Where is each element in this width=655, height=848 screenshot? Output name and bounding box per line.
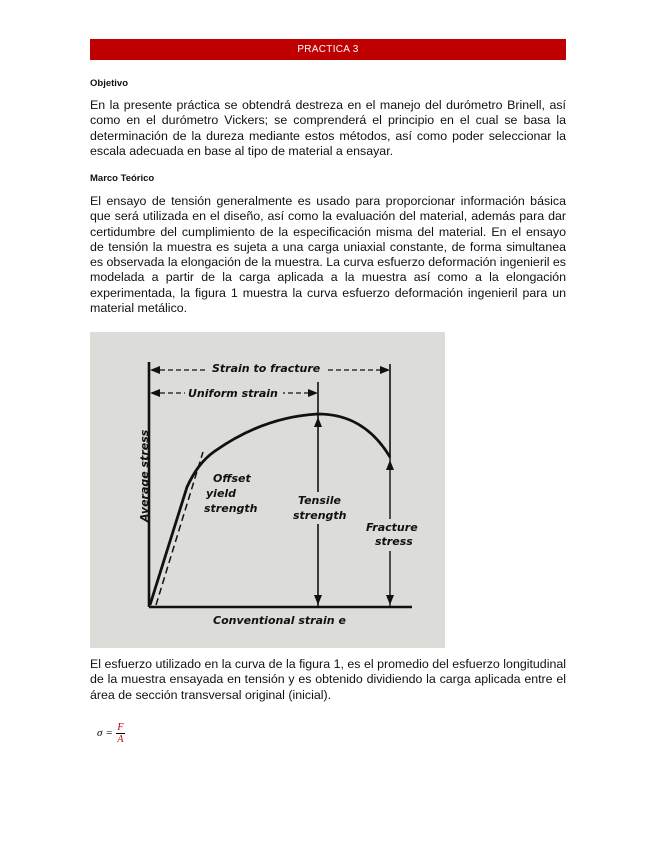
strain-to-fracture-label: Strain to fracture: [212, 362, 321, 375]
marco-teorico-paragraph: El ensayo de tensión generalmente es usado para proporcionar información básica que será utilizada en el diseño, así como la evaluación del material, además para dar certidumbre del cumplimiento de la especificación misma del material. En el ensayo de tensión la muestra es sujeta a una carga uniaxial constante, de forma simultanea es observada la elongación de la muestra. La curva esfuerzo deformación ingenieril es modelada a partir de la carga aplicada a la muestra así como a la elongación experimentada, la figura 1 muestra la curva esfuerzo deformación ingenieril para un material metálico.: [90, 194, 566, 316]
strength-label: strength: [204, 502, 258, 515]
header-bar: [90, 39, 566, 60]
offset-label: Offset: [213, 472, 251, 485]
formula-equals: =: [105, 727, 113, 739]
offset-line: [156, 452, 203, 605]
stress-strain-diagram: [90, 332, 445, 648]
formula-fraction: [116, 722, 125, 745]
conclusion-paragraph: El esfuerzo utilizado en la curva de la figura 1, es el promedio del esfuerzo longitudinal de la muestra ensayada en tensión y es obtenido dividiendo la carga aplicada entre el área de sección transversal original (inicial).: [90, 657, 566, 702]
formula-sigma: σ: [97, 727, 103, 739]
uniform-strain-label: Uniform strain: [188, 387, 278, 400]
formula-denominator: A: [117, 733, 124, 745]
objetivo-paragraph: En la presente práctica se obtendrá destreza en el manejo del durómetro Brinell, así como en el durómetro Vickers; se comprenderá el principio en el cual se basa la determinación de la dureza mediante estos métodos, así como poder seleccionar la escala adecuada en base al tipo de material a ensayar.: [90, 98, 566, 158]
fracture-stress-arrow-top: [386, 460, 394, 470]
uniform-strain-arrow-right: [308, 389, 318, 397]
stress-strain-figure: [90, 332, 445, 648]
formula-numerator: F: [117, 721, 124, 733]
marco-teorico-heading: Marco Teórico: [90, 173, 155, 184]
y-axis-label: Average stress: [138, 429, 151, 522]
fracture-stress-arrow-bottom: [386, 595, 394, 605]
uniform-strain-arrow-left: [150, 389, 160, 397]
page-title: PRACTICA 3: [297, 44, 359, 55]
strain-to-fracture-arrow-left: [150, 366, 160, 374]
tensile-strength-label: strength: [293, 509, 347, 522]
objetivo-heading: Objetivo: [90, 78, 129, 89]
fracture-stress-label: stress: [375, 535, 413, 548]
tensile-label: Tensile: [298, 494, 341, 507]
tensile-strength-arrow-top: [314, 417, 322, 427]
fracture-label: Fracture: [366, 521, 418, 534]
yield-label: yield: [206, 487, 237, 500]
x-axis-label: Conventional strain e: [213, 614, 346, 627]
strain-to-fracture-arrow-right: [380, 366, 390, 374]
tensile-strength-arrow-bottom: [314, 595, 322, 605]
stress-formula: [97, 718, 125, 748]
